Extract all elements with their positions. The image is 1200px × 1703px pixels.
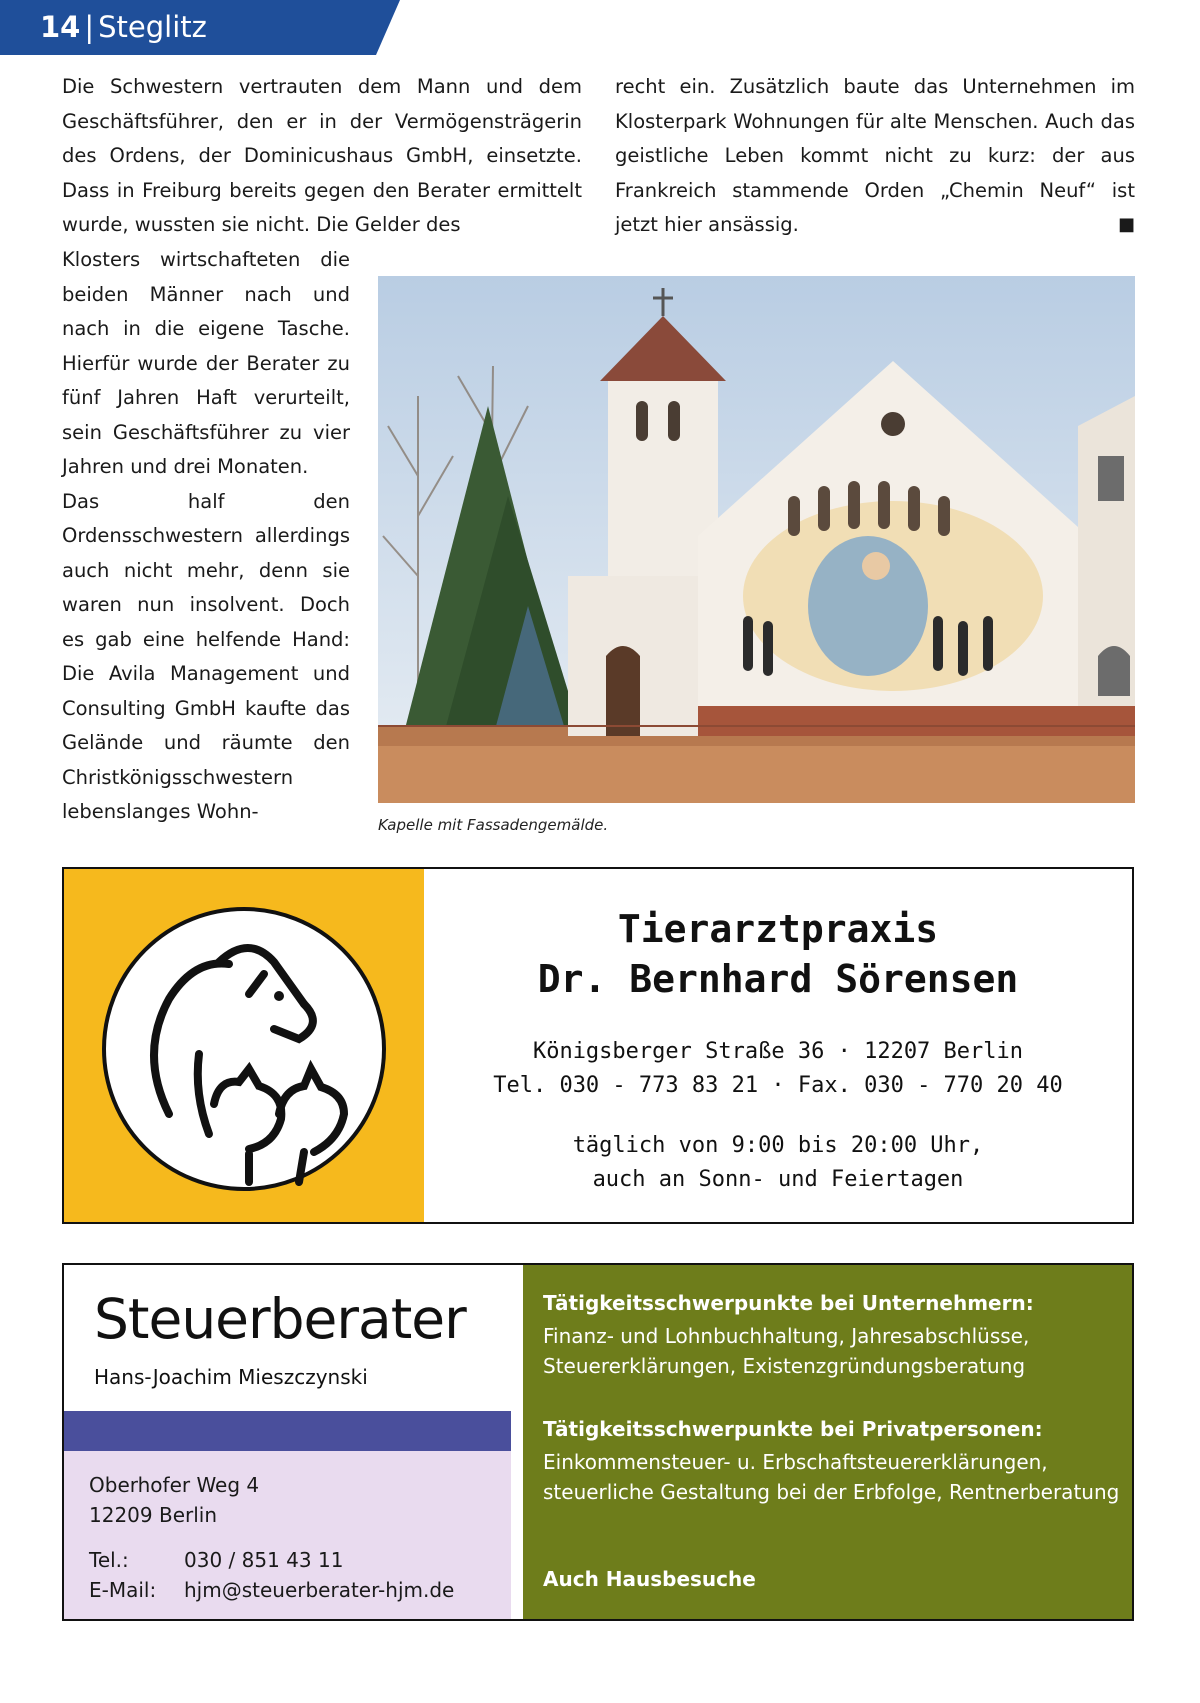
article-column-2-text: recht ein. Zusätzlich baute das Unternehmen im Klosterpark Wohnungen für alte Menschen. Auch das geistliche Leben kommt nicht zu kurz: der aus Frankreich stammende Orden „Chemin Neuf“ ist jetzt hier ansässig.: [615, 75, 1135, 236]
article-column-1-top: Die Schwestern vertrauten dem Mann und dem Geschäftsführer, den er in der Vermögensträgerin des Ordens, der Dominicushaus GmbH, einsetzte. Dass in Freiburg bereits gegen den Berater ermittelt wurde, wussten sie nicht. Die Gelder des: [62, 75, 582, 236]
business-services-list: Finanz- und Lohnbuchhaltung, Jahresabschlüsse, Steuererklärungen, Existenzgründungsberatung: [543, 1324, 1030, 1378]
business-services-heading: Tätigkeitsschwerpunkte bei Unternehmern:: [543, 1291, 1034, 1315]
vet-advertisement: [62, 867, 1134, 1224]
tax-city: 12209 Berlin: [89, 1503, 218, 1527]
vet-doctor-name: Dr. Bernhard Sörensen: [537, 957, 1019, 1001]
tax-phone-value: 030 / 851 43 11: [184, 1548, 344, 1572]
vet-hours-line-2: auch an Sonn- und Feiertagen: [592, 1167, 964, 1192]
tax-email-value: hjm@steuerberater-hjm.de: [184, 1578, 455, 1602]
article-paragraph-1-end: Klosters wirtschafteten die beiden Männer nach und nach in die eigene Tasche. Hierfür wurde der Berater zu fünf Jahren Haft verurteilt, sein Geschäftsführer zu vier Jahren und drei Monaten.: [62, 248, 350, 478]
vet-phone: Tel. 030 - 773 83 21 · Fax. 030 - 770 20 40: [493, 1073, 1063, 1098]
tax-advisor-name: Hans-Joachim Mieszczynski: [94, 1365, 368, 1389]
private-services-list: Einkommensteuer- u. Erbschaftsteuererklärungen, steuerliche Gestaltung bei der Erbfolge, Rentnerberatung: [543, 1450, 1120, 1504]
chapel-illustration: [378, 276, 1135, 803]
tax-phone-row: [89, 1548, 343, 1572]
vet-practice-name: Tierarztpraxis: [617, 907, 939, 951]
tax-ad-divider: [511, 1265, 523, 1619]
article-column-2: [615, 70, 1135, 243]
tax-email-label: E-Mail:: [89, 1578, 157, 1602]
chapel-photo: [378, 276, 1135, 803]
dog-and-cats-logo-icon: [99, 904, 389, 1194]
photo-caption: Kapelle mit Fassadengemälde.: [378, 816, 609, 834]
section-title: Steglitz: [98, 10, 207, 44]
home-visits-note: Auch Hausbesuche: [543, 1567, 756, 1591]
tax-street: Oberhofer Weg 4: [89, 1473, 260, 1497]
article-end-mark: ■: [1117, 214, 1135, 235]
section-header: [40, 10, 207, 44]
tax-ad-color-stripe: [64, 1411, 511, 1451]
header-separator: |: [84, 10, 95, 44]
article-paragraph-2: Das half den Ordensschwestern allerdings auch nicht mehr, denn sie waren nun insolvent. Doch es gab eine helfende Hand: Die Avila Management und Consulting GmbH kaufte das Gelände und räumte den Christkönigsschwestern lebenslanges Wohn-: [62, 489, 350, 823]
tax-advisor-advertisement: [62, 1263, 1134, 1621]
tax-email-row: [89, 1578, 454, 1602]
tax-ad-services-panel: [523, 1265, 1132, 1619]
tax-ad-left-panel: [64, 1265, 511, 1619]
article-column-1-narrow: [62, 243, 350, 830]
tax-ad-title: Steuerberater: [94, 1287, 466, 1351]
vet-hours-line-1: täglich von 9:00 bis 20:00 Uhr,: [572, 1133, 984, 1158]
private-services-heading: Tätigkeitsschwerpunkte bei Privatpersonen:: [543, 1417, 1043, 1441]
vet-address: Königsberger Straße 36 · 12207 Berlin: [532, 1039, 1024, 1064]
tax-phone-label: Tel.:: [89, 1548, 129, 1572]
page-number: 14: [40, 10, 81, 44]
